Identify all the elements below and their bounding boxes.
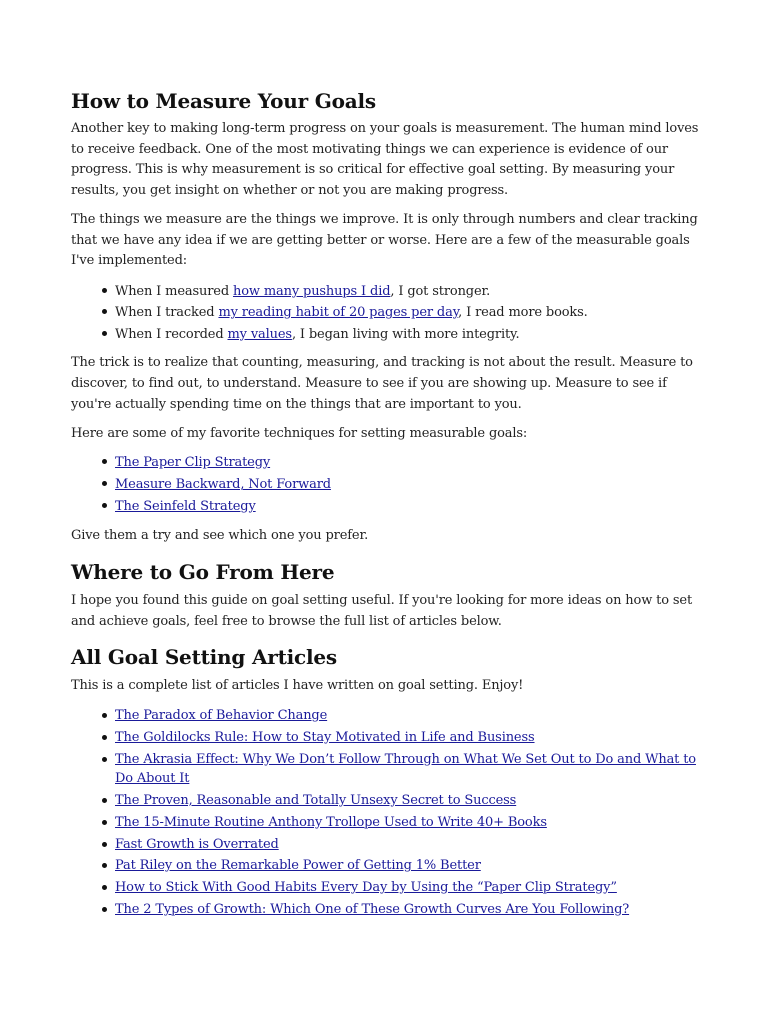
list-item [115, 706, 699, 726]
measured-goals-list [71, 281, 699, 346]
link-seinfeld-strategy[interactable]: The Seinfeld Strategy [115, 499, 256, 515]
list-item [115, 302, 699, 324]
list-item-text: , I read more books. [458, 305, 588, 321]
list-item [115, 835, 699, 855]
link-article[interactable]: The Akrasia Effect: Why We Don’t Follow Through on What We Set Out to Do and What to Do About It [115, 751, 696, 787]
list-item-text: , I got stronger. [390, 283, 491, 299]
paragraph-things-we-measure: The things we measure are the things we improve. It is only through numbers and clear tracking that we have any idea if we are getting better or worse. Here are a few of the measurable goals I've implemented: [71, 211, 698, 269]
heading-where-to-go: Where to Go From Here [71, 559, 335, 584]
heading-all-articles: All Goal Setting Articles [71, 645, 337, 670]
link-article[interactable]: Pat Riley on the Remarkable Power of Getting 1% Better [115, 858, 481, 874]
list-item [115, 474, 699, 496]
list-item-text: , I began living with more integrity. [291, 326, 520, 342]
article-content [71, 84, 699, 922]
paragraph-measurement-intro: Another key to making long-term progress on your goals is measurement. The human mind loves to receive feedback. One of the most motivating things we can experience is evidence of our progress. This is why measurement is so critical for effective goal setting. By measuring your results, you get insight on whether or not you are making progress. [71, 121, 699, 199]
link-article[interactable]: How to Stick With Good Habits Every Day by Using the “Paper Clip Strategy” [115, 880, 617, 896]
heading-measure-goals: How to Measure Your Goals [71, 89, 376, 113]
list-item-text: When I measured [115, 283, 233, 299]
techniques-list [71, 452, 699, 518]
list-item [115, 728, 699, 748]
link-article[interactable]: The Goldilocks Rule: How to Stay Motivated in Life and Business [115, 729, 535, 745]
list-item [115, 750, 699, 789]
link-article[interactable]: Fast Growth is Overrated [115, 836, 279, 852]
link-article[interactable]: The 2 Types of Growth: Which One of These Growth Curves Are You Following? [115, 901, 630, 917]
list-item [115, 900, 699, 920]
list-item-text: When I recorded [115, 326, 228, 342]
list-item [115, 281, 699, 303]
link-article[interactable]: The 15-Minute Routine Anthony Trollope Used to Write 40+ Books [115, 814, 547, 830]
link-article[interactable]: The Proven, Reasonable and Totally Unsexy Secret to Success [115, 792, 517, 808]
list-item [115, 496, 699, 518]
list-item [115, 878, 699, 898]
list-item [115, 791, 699, 811]
link-article[interactable]: The Paradox of Behavior Change [115, 708, 328, 724]
link-reading-habit[interactable]: my reading habit of 20 pages per day [218, 305, 459, 321]
list-item-text: When I tracked [115, 305, 219, 321]
paragraph-favorite-techniques: Here are some of my favorite techniques for setting measurable goals: [71, 425, 528, 441]
list-item [115, 324, 699, 346]
link-measure-backward[interactable]: Measure Backward, Not Forward [115, 477, 331, 493]
paragraph-hope-useful: I hope you found this guide on goal setting useful. If you're looking for more ideas on how to set and achieve goals, feel free to browse the full list of articles below. [71, 592, 693, 629]
link-my-values[interactable]: my values [227, 326, 292, 342]
list-item [115, 856, 699, 876]
articles-list [71, 706, 699, 919]
list-item [115, 813, 699, 833]
link-paper-clip-strategy[interactable]: The Paper Clip Strategy [115, 455, 271, 471]
list-item [115, 452, 699, 474]
paragraph-trick: The trick is to realize that counting, measuring, and tracking is not about the result. Measure to discover, to find out, to understand. Measure to see if you are showing up. Measure to see if you're actually spending time on the things that are important to you. [71, 355, 693, 412]
paragraph-complete-list: This is a complete list of articles I have written on goal setting. Enjoy! [71, 678, 524, 694]
link-pushups[interactable]: how many pushups I did [232, 283, 391, 299]
paragraph-give-them-a-try: Give them a try and see which one you prefer. [71, 528, 369, 544]
